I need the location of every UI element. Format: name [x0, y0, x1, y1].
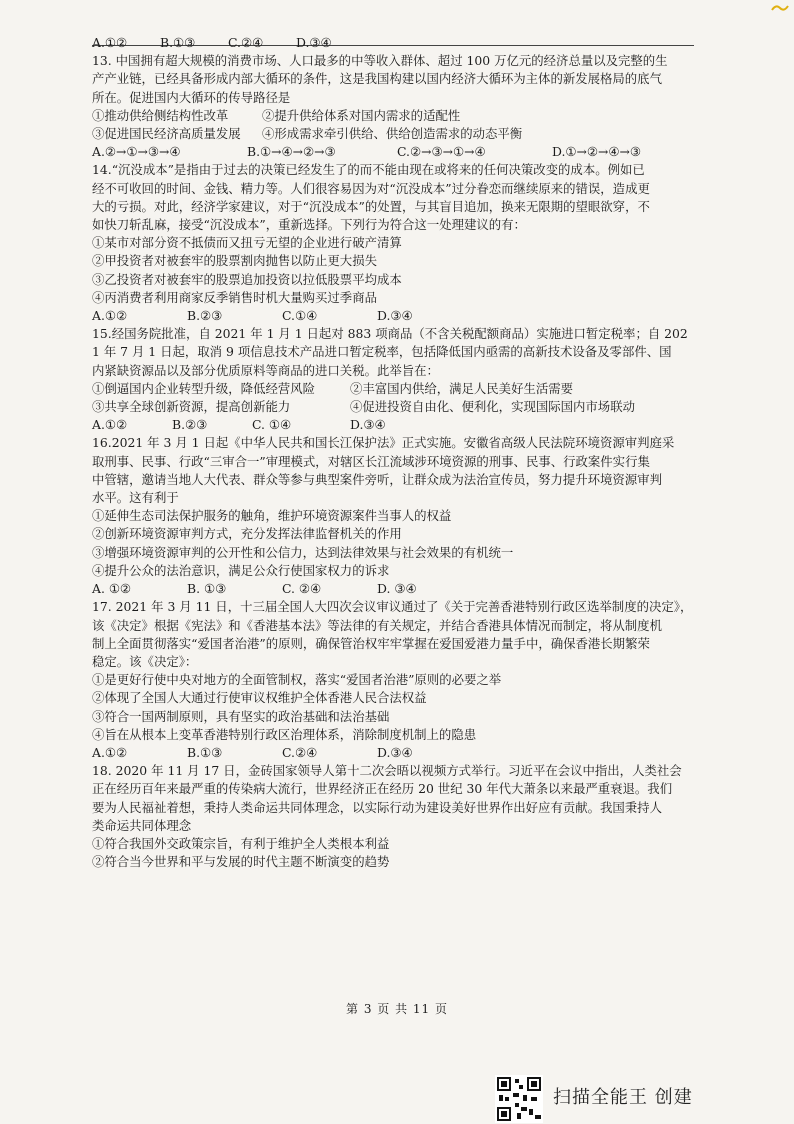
- option-d: D.③④: [377, 308, 413, 324]
- question-stem: 13. 中国拥有超大规模的消费市场、人口最多的中等收入群体、超过 100 万亿元的经济总量以及完整的生: [92, 53, 668, 69]
- option-d: D.①→②→④→③: [552, 144, 642, 160]
- question-stem: 内紧缺资源品以及部分优质原料等商品的进口关税。此举旨在：: [92, 362, 439, 378]
- question-content: [92, 34, 702, 871]
- question-stem: 要为人民福祉着想，秉持人类命运共同体理念，以实际行动为建设美好世界作出好应有贡献。我国秉持人: [92, 799, 662, 815]
- option-b: B.①③: [187, 744, 223, 760]
- option-a: A.②→①→③→④: [92, 144, 181, 160]
- qr-code-icon: [495, 1075, 543, 1123]
- question-stem: 制上全面贯彻落实“爱国者治港”的原则，确保管治权牢牢掌握在爱国爱港力量手中，确保香港长期繁荣: [92, 635, 650, 651]
- statement-item: ②甲投资者对被套牢的股票割肉抛售以防止更大损失: [92, 253, 377, 269]
- statement-item: ③共享全球创新资源，提高创新能力: [92, 399, 291, 415]
- question-stem: 该《决定》根据《宪法》和《香港基本法》等法律的有关规定，并结合香港具体情况而制定，将从制度机: [92, 617, 662, 633]
- statement-item: ①推动供给侧结构性改革: [92, 107, 229, 123]
- question-stem: 大的亏损。对此，经济学家建议，对于“沉没成本”的处置，与其盲目追加，换来无限期的望眼欲穿，不: [92, 198, 650, 214]
- statement-item: ①倒逼国内企业转型升级，降低经营风险: [92, 380, 316, 396]
- statement-item: ③符合一国两制原则，具有坚实的政治基础和法治基础: [92, 708, 390, 724]
- option-b: B. ①③: [187, 581, 227, 597]
- question-stem: 15.经国务院批准，自 2021 年 1 月 1 日起对 883 项商品（不含关税配额商品）实施进口暂定税率；自 202: [92, 326, 688, 342]
- option-a: A.①②: [92, 744, 128, 760]
- question-stem: 稳定。该《决定》：: [92, 653, 198, 669]
- question-stem: 14.“沉没成本”是指由于过去的决策已经发生了的而不能由现在或将来的任何决策改变的成本。例如已: [92, 162, 645, 178]
- option-a: A. ①②: [92, 581, 132, 597]
- statement-item: ②体现了全国人大通过行使审议权维护全体香港人民合法权益: [92, 690, 427, 706]
- statement-item: ④促进投资自由化、便利化，实现国际国内市场联动: [350, 399, 635, 415]
- option-a: A.①②: [92, 308, 128, 324]
- question-stem: 类命运共同体理念: [92, 817, 192, 833]
- statement-item: ②符合当今世界和平与发展的时代主题不断演变的趋势: [92, 854, 390, 870]
- statement-item: ③增强环境资源审判的公开性和公信力，达到法律效果与社会效果的有机统一: [92, 544, 514, 560]
- statement-item: ④旨在从根本上变革香港特别行政区治理体系，消除制度机制上的隐患: [92, 726, 477, 742]
- statement-item: ①某市对部分资不抵债而又扭亏无望的企业进行破产清算: [92, 235, 402, 251]
- question-14: [92, 161, 702, 325]
- option-d: D.③④: [296, 35, 332, 50]
- question-13: [92, 52, 702, 161]
- option-d: D. ③④: [377, 581, 417, 597]
- question-stem: 16.2021 年 3 月 1 日起《中华人民共和国长江保护法》正式实施。安徽省高级人民法院环境资源审判庭采: [92, 435, 675, 451]
- question-stem: 经不可收回的时间、金钱、精力等。人们很容易因为对“沉没成本”过分眷恋而继续原来的错误，造成更: [92, 180, 650, 196]
- statement-item: ①符合我国外交政策宗旨，有利于维护全人类根本利益: [92, 835, 390, 851]
- q12-options: [92, 34, 702, 52]
- page-number: 第 3 页 共 11 页: [346, 1002, 448, 1016]
- statement-item: ①延伸生态司法保护服务的触角，维护环境资源案件当事人的权益: [92, 508, 452, 524]
- statement-item: ④丙消费者利用商家反季销售时机大量购买过季商品: [92, 289, 377, 305]
- scanner-brand-text: 扫描全能王 创建: [553, 1087, 693, 1108]
- statement-item: ④形成需求牵引供给、供给创造需求的动态平衡: [262, 126, 523, 142]
- option-c: C. ②④: [282, 581, 322, 597]
- option-c: C. ①④: [252, 417, 292, 433]
- question-stem: 所在。促进国内大循环的传导路径是: [92, 89, 291, 105]
- statement-item: ②创新环境资源审判方式，充分发挥法律监督机关的作用: [92, 526, 402, 542]
- statement-item: ③乙投资者对被套牢的股票追加投资以拉低股票平均成本: [92, 271, 402, 287]
- statement-item: ③促进国民经济高质量发展: [92, 126, 241, 142]
- statement-item: ②丰富国内供给，满足人民美好生活需要: [350, 380, 574, 396]
- option-c: C.①④: [282, 308, 318, 324]
- question-17: [92, 598, 702, 762]
- option-c: C.②④: [282, 744, 318, 760]
- corner-stamp-icon: [770, 2, 790, 14]
- question-stem: 中管辖，邀请当地人大代表、群众等参与典型案件旁听，让群众成为法治宣传员，努力提升环境资源审判: [92, 471, 662, 487]
- question-stem: 正在经历百年来最严重的传染病大流行，世界经济正在经历 20 世纪 30 年代大萧条以来最严重衰退。我们: [92, 781, 673, 797]
- option-d: D.③④: [377, 744, 413, 760]
- option-c: C.②→③→①→④: [397, 144, 486, 160]
- question-stem: 取刑事、民事、行政“三审合一”审理模式，对辖区长江流域涉环境资源的刑事、民事、行政案件实行集: [92, 453, 650, 469]
- question-stem: 17. 2021 年 3 月 11 日，十三届全国人大四次会议审议通过了《关于完善香港特别行政区选举制度的决定》，: [92, 599, 693, 615]
- question-15: [92, 325, 702, 434]
- question-18: [92, 762, 702, 871]
- statement-item: ②提升供给体系对国内需求的适配性: [262, 107, 461, 123]
- question-stem: 水平。这有利于: [92, 490, 179, 506]
- option-c: C.②④: [228, 35, 264, 50]
- statement-item: ④提升公众的法治意识，满足公众行使国家权力的诉求: [92, 562, 390, 578]
- option-b: B.②③: [172, 417, 208, 433]
- question-stem: 1 年 7 月 1 日起，取消 9 项信息技术产品进口暂定税率，包括降低国内亟需的高新技术设备及零部件、国: [92, 344, 672, 360]
- option-d: D.③④: [350, 417, 386, 433]
- option-b: B.①③: [160, 35, 196, 50]
- question-stem: 产产业链，已经具备形成内部大循环的条件，这是我国构建以国内经济大循环为主体的新发展格局的底气: [92, 71, 662, 87]
- statement-item: ①是更好行使中央对地方的全面管制权，落实“爱国者治港”原则的必要之举: [92, 672, 502, 688]
- question-stem: 18. 2020 年 11 月 17 日，金砖国家领导人第十二次会晤以视频方式举行。习近平在会议中指出，人类社会: [92, 763, 682, 779]
- option-b: B.①→④→②→③: [247, 144, 336, 160]
- option-a: A.①②: [92, 417, 128, 433]
- option-b: B.②③: [187, 308, 223, 324]
- question-16: [92, 434, 702, 598]
- option-a: A.①②: [92, 35, 128, 50]
- question-stem: 如快刀斩乱麻，接受“沉没成本”，重新选择。下列行为符合这一处理建议的有：: [92, 217, 526, 233]
